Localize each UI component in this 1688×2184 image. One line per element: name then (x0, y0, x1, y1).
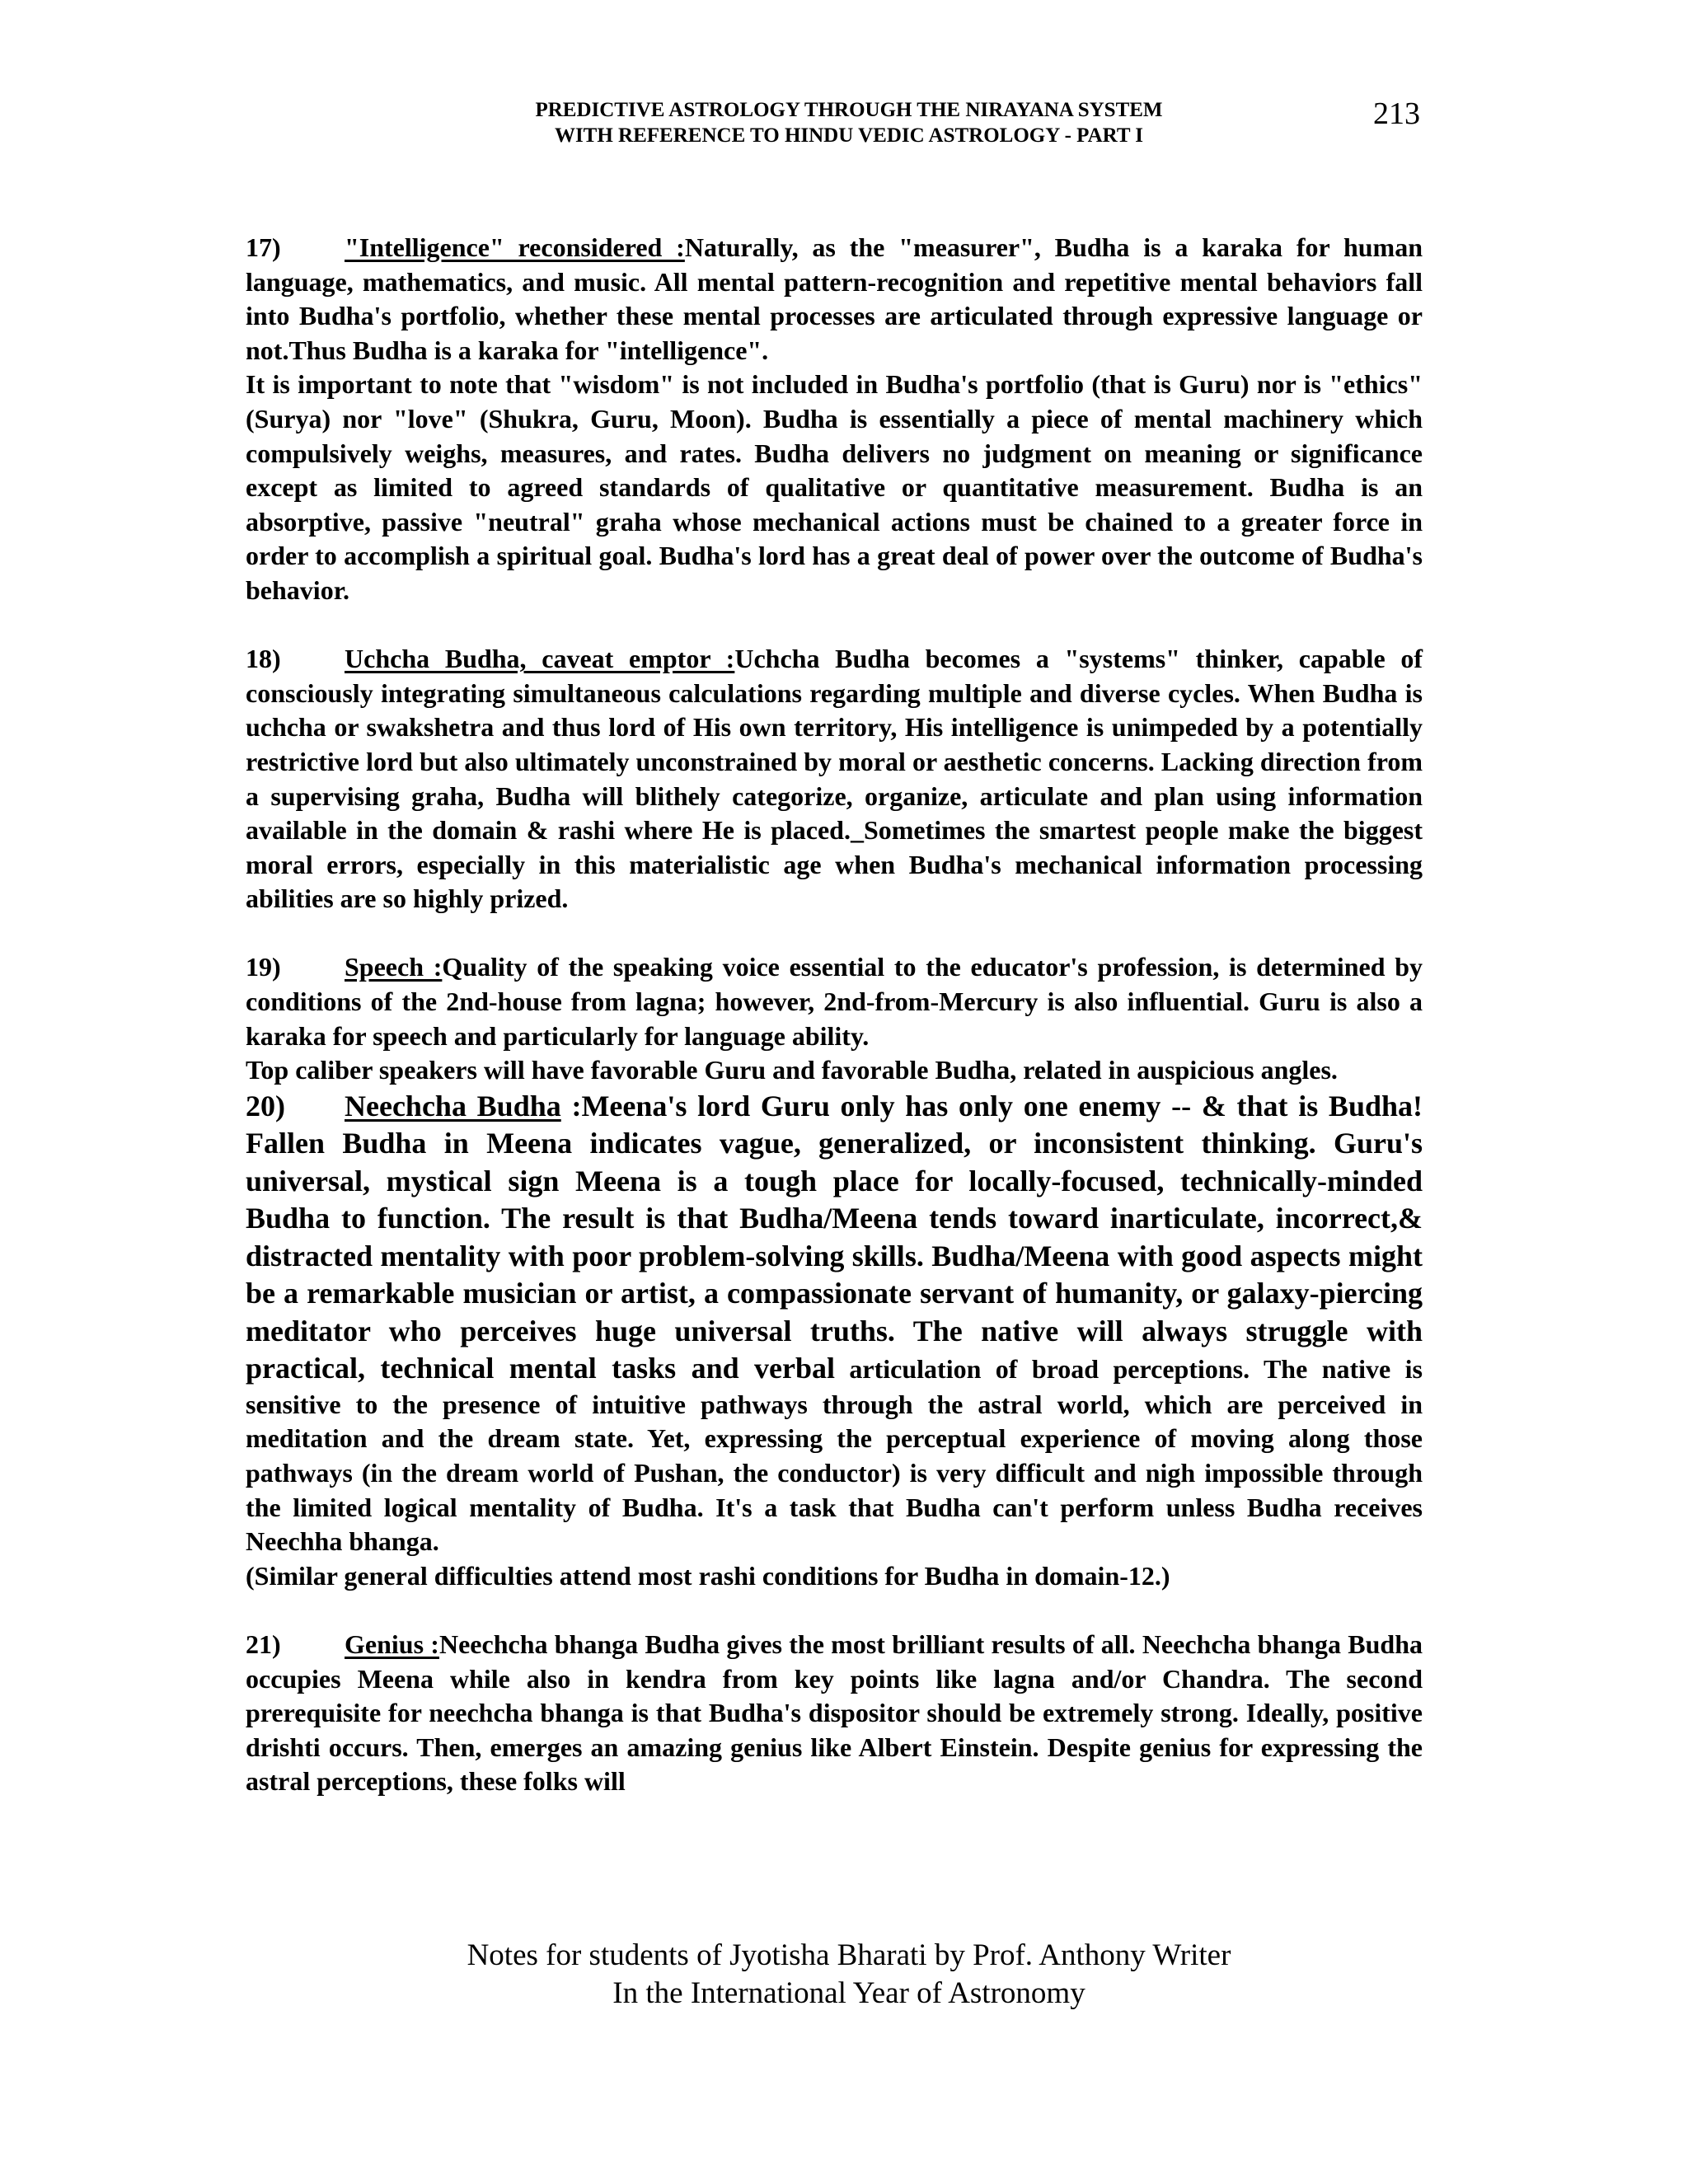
section-text: Uchcha Budha becomes a "systems" thinker, capable of consciously integrating simultaneous calculations regarding multiple and diverse cycles. When Budha is uchcha or swakshetra and thus lord of His own territory, His intelligence is unimpeded by a potentially restrictive lord but also ultimately unconstrained by moral or aesthetic concerns. Lacking direction from a supervising graha, Budha will blithely categorize, organize, articulate and plan using information available in the domain & rashi where He is placed._Sometimes the smartest people make the biggest moral errors, especially in this materialistic age when Budha's mechanical information processing abilities are so highly prized. (246, 644, 1423, 914)
section-text: articulation of broad perceptions. The native is sensitive to the presence of intuitive pathways through the astral world, which are perceived in meditation and the dream state. Yet, expressing the perceptual experience of moving along those pathways (in the dream world of Pushan, the conductor) is very difficult and nigh impossible through the limited logical mentality of Budha. It's a task that Budha can't perform unless Budha receives Neechha bhanga. (246, 1354, 1423, 1557)
section-number: 19) (246, 952, 281, 982)
footer-line-2: In the International Year of Astronomy (612, 1976, 1085, 2010)
section-number: 17) (246, 232, 281, 262)
page-number: 213 (1373, 96, 1420, 131)
footer-line-1: Notes for students of Jyotisha Bharati by Prof. Anthony Writer (467, 1938, 1231, 1972)
section-19-paragraph-2: Top caliber speakers will have favorable Guru and favorable Budha, related in auspicious angles. (246, 1055, 1338, 1085)
section-20-note: (Similar general difficulties attend most rashi conditions for Budha in domain-12.) (246, 1560, 1170, 1591)
section-20 (246, 1088, 1423, 1559)
body-text (246, 231, 1423, 1799)
section-heading: Neechcha Budha (345, 1089, 561, 1122)
section-number: 18) (246, 644, 281, 674)
header-title-line-2: WITH REFERENCE TO HINDU VEDIC ASTROLOGY - PART I (554, 124, 1144, 147)
section-heading: Genius : (345, 1629, 439, 1659)
section-17 (246, 231, 1423, 368)
section-21 (246, 1628, 1423, 1799)
section-text: Quality of the speaking voice essential to the educator's profession, is determined by conditions of the 2nd-house from lagna; however, 2nd-from-Mercury is also influential. Guru is also a karaka for speech and particularly for language ability. (246, 952, 1423, 1051)
section-heading: Uchcha Budha, caveat emptor : (345, 644, 735, 674)
section-heading: "Intelligence" reconsidered : (345, 232, 685, 262)
section-text: Neechcha bhanga Budha gives the most brilliant results of all. Neechcha bhanga Budha occupies Meena while also in kendra from key points like lagna and/or Chandra. The second prerequisite for neechcha bhanga is that Budha's dispositor should be extremely strong. Ideally, positive drishti occurs. Then, emerges an amazing genius like Albert Einstein. Despite genius for expressing the astral perceptions, these folks will (246, 1629, 1423, 1797)
section-number: 21) (246, 1629, 281, 1659)
section-17-paragraph-2: It is important to note that "wisdom" is not included in Budha's portfolio (that is Guru) nor is "ethics" (Surya) nor "love" (Shukra, Guru, Moon). Budha is essentially a piece of mental machinery which compulsively weighs, measures, and rates. Budha delivers no judgment on meaning or significance except as limited to agreed standards of qualitative or quantitative measurement. Budha is an absorptive, passive "neutral" graha whose mechanical actions must be chained to a greater force in order to accomplish a spiritual goal. Budha's lord has a great deal of power over the outcome of Budha's behavior. (246, 369, 1423, 605)
running-header (247, 97, 1451, 148)
page-footer (247, 1937, 1451, 2013)
section-text: Naturally, as the "measurer", Budha is a karaka for human language, mathematics, and music. All mental pattern-recognition and repetitive mental behaviors fall into Budha's portfolio, whether these mental processes are articulated through expressive language or not.Thus Budha is a karaka for "intelligence". (246, 232, 1423, 365)
section-18 (246, 642, 1423, 916)
section-number: 20) (246, 1089, 285, 1122)
header-title-line-1: PREDICTIVE ASTROLOGY THROUGH THE NIRAYANA SYSTEM (535, 99, 1163, 121)
section-heading: Speech : (345, 952, 443, 982)
section-text-large: :Meena's lord Guru only has only one enemy -- & that is Budha! Fallen Budha in Meena indicates vague, generalized, or inconsistent thinking. Guru's universal, mystical sign Meena is a tough place for locally-focused, technically-minded Budha to function. The result is that Budha/Meena tends toward inarticulate, incorrect,& distracted mentality with poor problem-solving skills. Budha/Meena with good aspects might be a remarkable musician or artist, a compassionate servant of humanity, or galaxy-piercing meditator who perceives huge universal truths. The native will always struggle with practical, technical mental tasks and verbal (246, 1089, 1423, 1385)
section-19 (246, 950, 1423, 1053)
